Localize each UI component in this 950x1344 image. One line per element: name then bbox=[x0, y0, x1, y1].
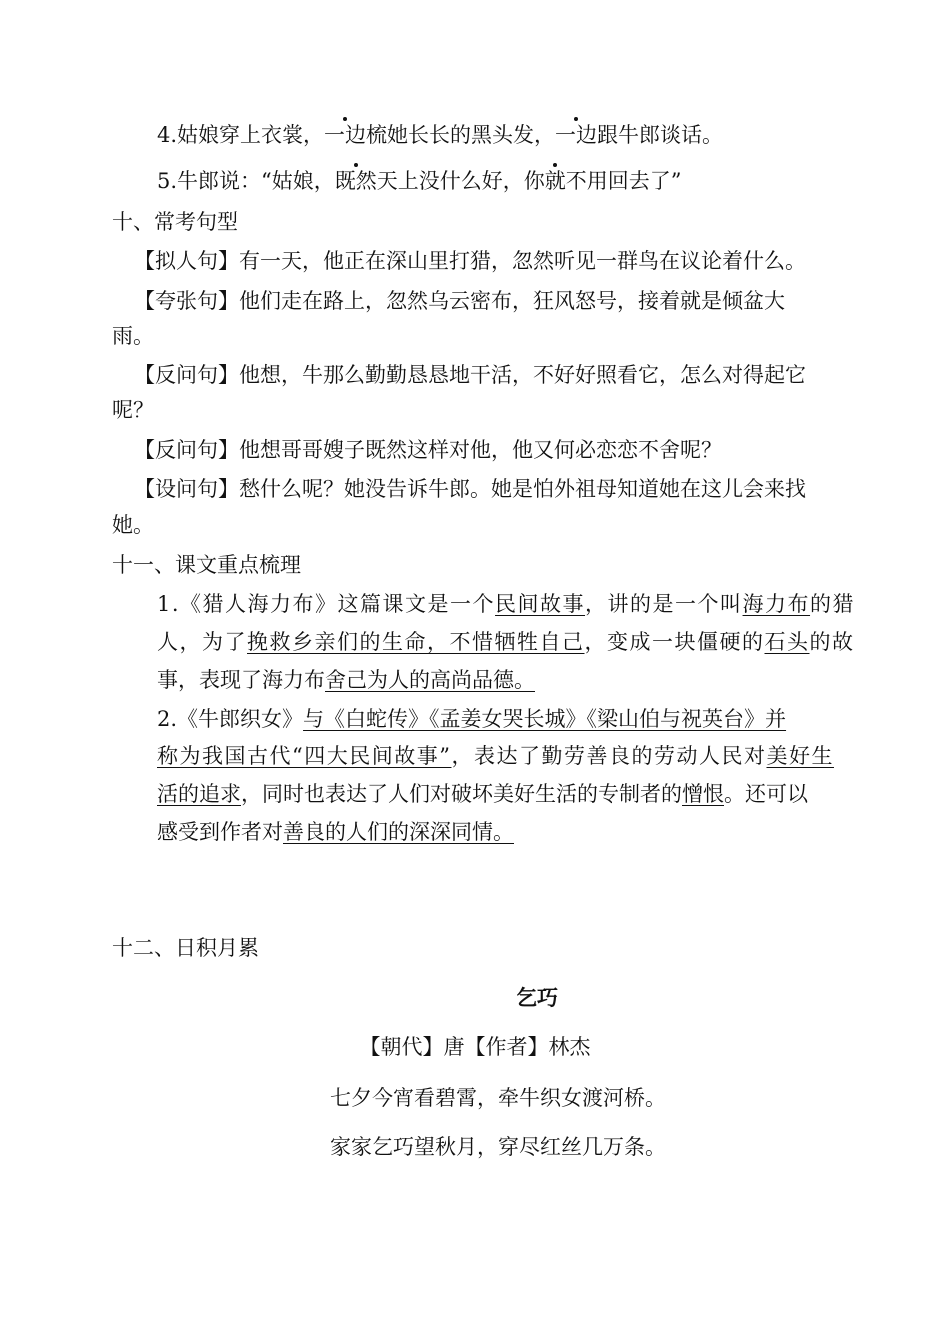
sentence-type-continuation: 呢？ bbox=[112, 398, 154, 422]
sentence-text: 跟牛郎谈话。 bbox=[597, 123, 724, 147]
poem-meta: 【朝代】唐【作者】林杰 bbox=[359, 1035, 591, 1059]
emphasis-word: 就 bbox=[544, 169, 566, 193]
section-11-heading: 十一、课文重点梳理 bbox=[112, 553, 301, 577]
paragraph-text: 的故 bbox=[809, 630, 855, 654]
sentence-type-item bbox=[134, 286, 785, 316]
key-answer: 善良的人们的深深同情。 bbox=[283, 820, 514, 844]
sentence-text: 天上没什么好，你 bbox=[376, 169, 545, 193]
sentence-type-tag: 【夸张句】 bbox=[134, 289, 239, 313]
sentence-text: 4.姑娘穿上衣裳， bbox=[157, 123, 325, 147]
sentence-text: 梳她长长的黑头发， bbox=[366, 123, 556, 147]
section-12-heading: 十二、日积月累 bbox=[112, 936, 259, 960]
key-point-1-line-2 bbox=[157, 627, 855, 657]
sentence-type-tag: 【反问句】 bbox=[134, 363, 239, 387]
sentence-type-text: 他们走在路上，忽然乌云密布，狂风怒号，接着就是倾盆大 bbox=[239, 289, 785, 313]
key-point-2-line-3 bbox=[157, 779, 808, 809]
key-point-1-line-1 bbox=[157, 589, 855, 619]
emphasis-word: 一边 bbox=[555, 123, 598, 147]
example-sentence-4 bbox=[157, 120, 723, 150]
dotted-word bbox=[324, 123, 366, 147]
key-answer: 舍己为人的高尚品德。 bbox=[325, 668, 535, 692]
key-answer: 海力布 bbox=[742, 592, 811, 616]
paragraph-text: ，表达了勤劳善良的劳动人民对 bbox=[451, 744, 767, 768]
dotted-word bbox=[545, 169, 566, 193]
key-answer: 称为我国古代“四大民间故事” bbox=[157, 744, 452, 768]
dotted-word bbox=[335, 169, 377, 193]
sentence-text: 不用回去了” bbox=[565, 169, 682, 193]
sentence-type-text: 有一天，他正在深山里打猎，忽然听见一群鸟在议论着什么。 bbox=[239, 249, 806, 273]
sentence-text: 5.牛郎说：“姑娘， bbox=[157, 169, 335, 193]
key-answer: 憎恨 bbox=[682, 782, 724, 806]
poem-line-2: 家家乞巧望秋月，穿尽红丝几万条。 bbox=[330, 1135, 666, 1159]
key-answer: 挽救乡亲们的生命，不惜牺牲自己 bbox=[247, 630, 585, 654]
sentence-type-text: 他想，牛那么勤勤恳恳地干活，不好好照看它，怎么对得起它 bbox=[239, 363, 806, 387]
key-point-1-line-3 bbox=[157, 665, 535, 695]
sentence-type-tag: 【拟人句】 bbox=[134, 249, 239, 273]
sentence-type-tag: 【反问句】 bbox=[134, 438, 239, 462]
paragraph-text: 1.《猎人海力布》这篇课文是一个 bbox=[157, 592, 496, 616]
sentence-type-item bbox=[134, 474, 806, 504]
sentence-type-tag: 【设问句】 bbox=[134, 477, 239, 501]
emphasis-word: 一边 bbox=[324, 123, 367, 147]
key-answer: 石头 bbox=[764, 630, 810, 654]
paragraph-text: 人，为了 bbox=[157, 630, 247, 654]
key-answer: 民间故事 bbox=[495, 592, 586, 616]
sentence-type-text: 愁什么呢？她没告诉牛郎。她是怕外祖母知道她在这儿会来找 bbox=[239, 477, 806, 501]
key-point-2-line-4 bbox=[157, 817, 514, 847]
paragraph-text: 2.《牛郎织女》 bbox=[157, 707, 304, 731]
key-point-2-line-1 bbox=[157, 704, 786, 734]
key-answer: 与《白蛇传》《孟姜女哭长城》《梁山伯与祝英台》并 bbox=[303, 707, 787, 731]
poem-title: 乞巧 bbox=[516, 986, 558, 1010]
sentence-type-item bbox=[134, 360, 806, 390]
dotted-word bbox=[555, 123, 597, 147]
sentence-type-item bbox=[134, 435, 722, 465]
paragraph-text: 。还可以 bbox=[724, 782, 808, 806]
paragraph-text: 的猎 bbox=[810, 592, 856, 616]
emphasis-word: 既然 bbox=[334, 169, 377, 193]
sentence-type-continuation: 雨。 bbox=[112, 324, 154, 348]
paragraph-text: 事，表现了海力布 bbox=[157, 668, 325, 692]
paragraph-text: ，讲的是一个叫 bbox=[585, 592, 743, 616]
paragraph-text: 感受到作者对 bbox=[157, 820, 283, 844]
section-10-heading: 十、常考句型 bbox=[112, 210, 238, 234]
example-sentence-5 bbox=[157, 166, 682, 196]
sentence-type-item bbox=[134, 246, 806, 276]
paragraph-text: ，变成一块僵硬的 bbox=[584, 630, 765, 654]
key-point-2-line-2 bbox=[157, 741, 834, 771]
sentence-type-text: 他想哥哥嫂子既然这样对他，他又何必恋恋不舍呢？ bbox=[239, 438, 722, 462]
sentence-type-continuation: 她。 bbox=[112, 513, 154, 537]
key-answer: 美好生 bbox=[766, 744, 834, 768]
key-answer: 活的追求 bbox=[157, 782, 241, 806]
poem-line-1: 七夕今宵看碧霄，牵牛织女渡河桥。 bbox=[330, 1086, 666, 1110]
paragraph-text: ，同时也表达了人们对破坏美好生活的专制者的 bbox=[241, 782, 682, 806]
